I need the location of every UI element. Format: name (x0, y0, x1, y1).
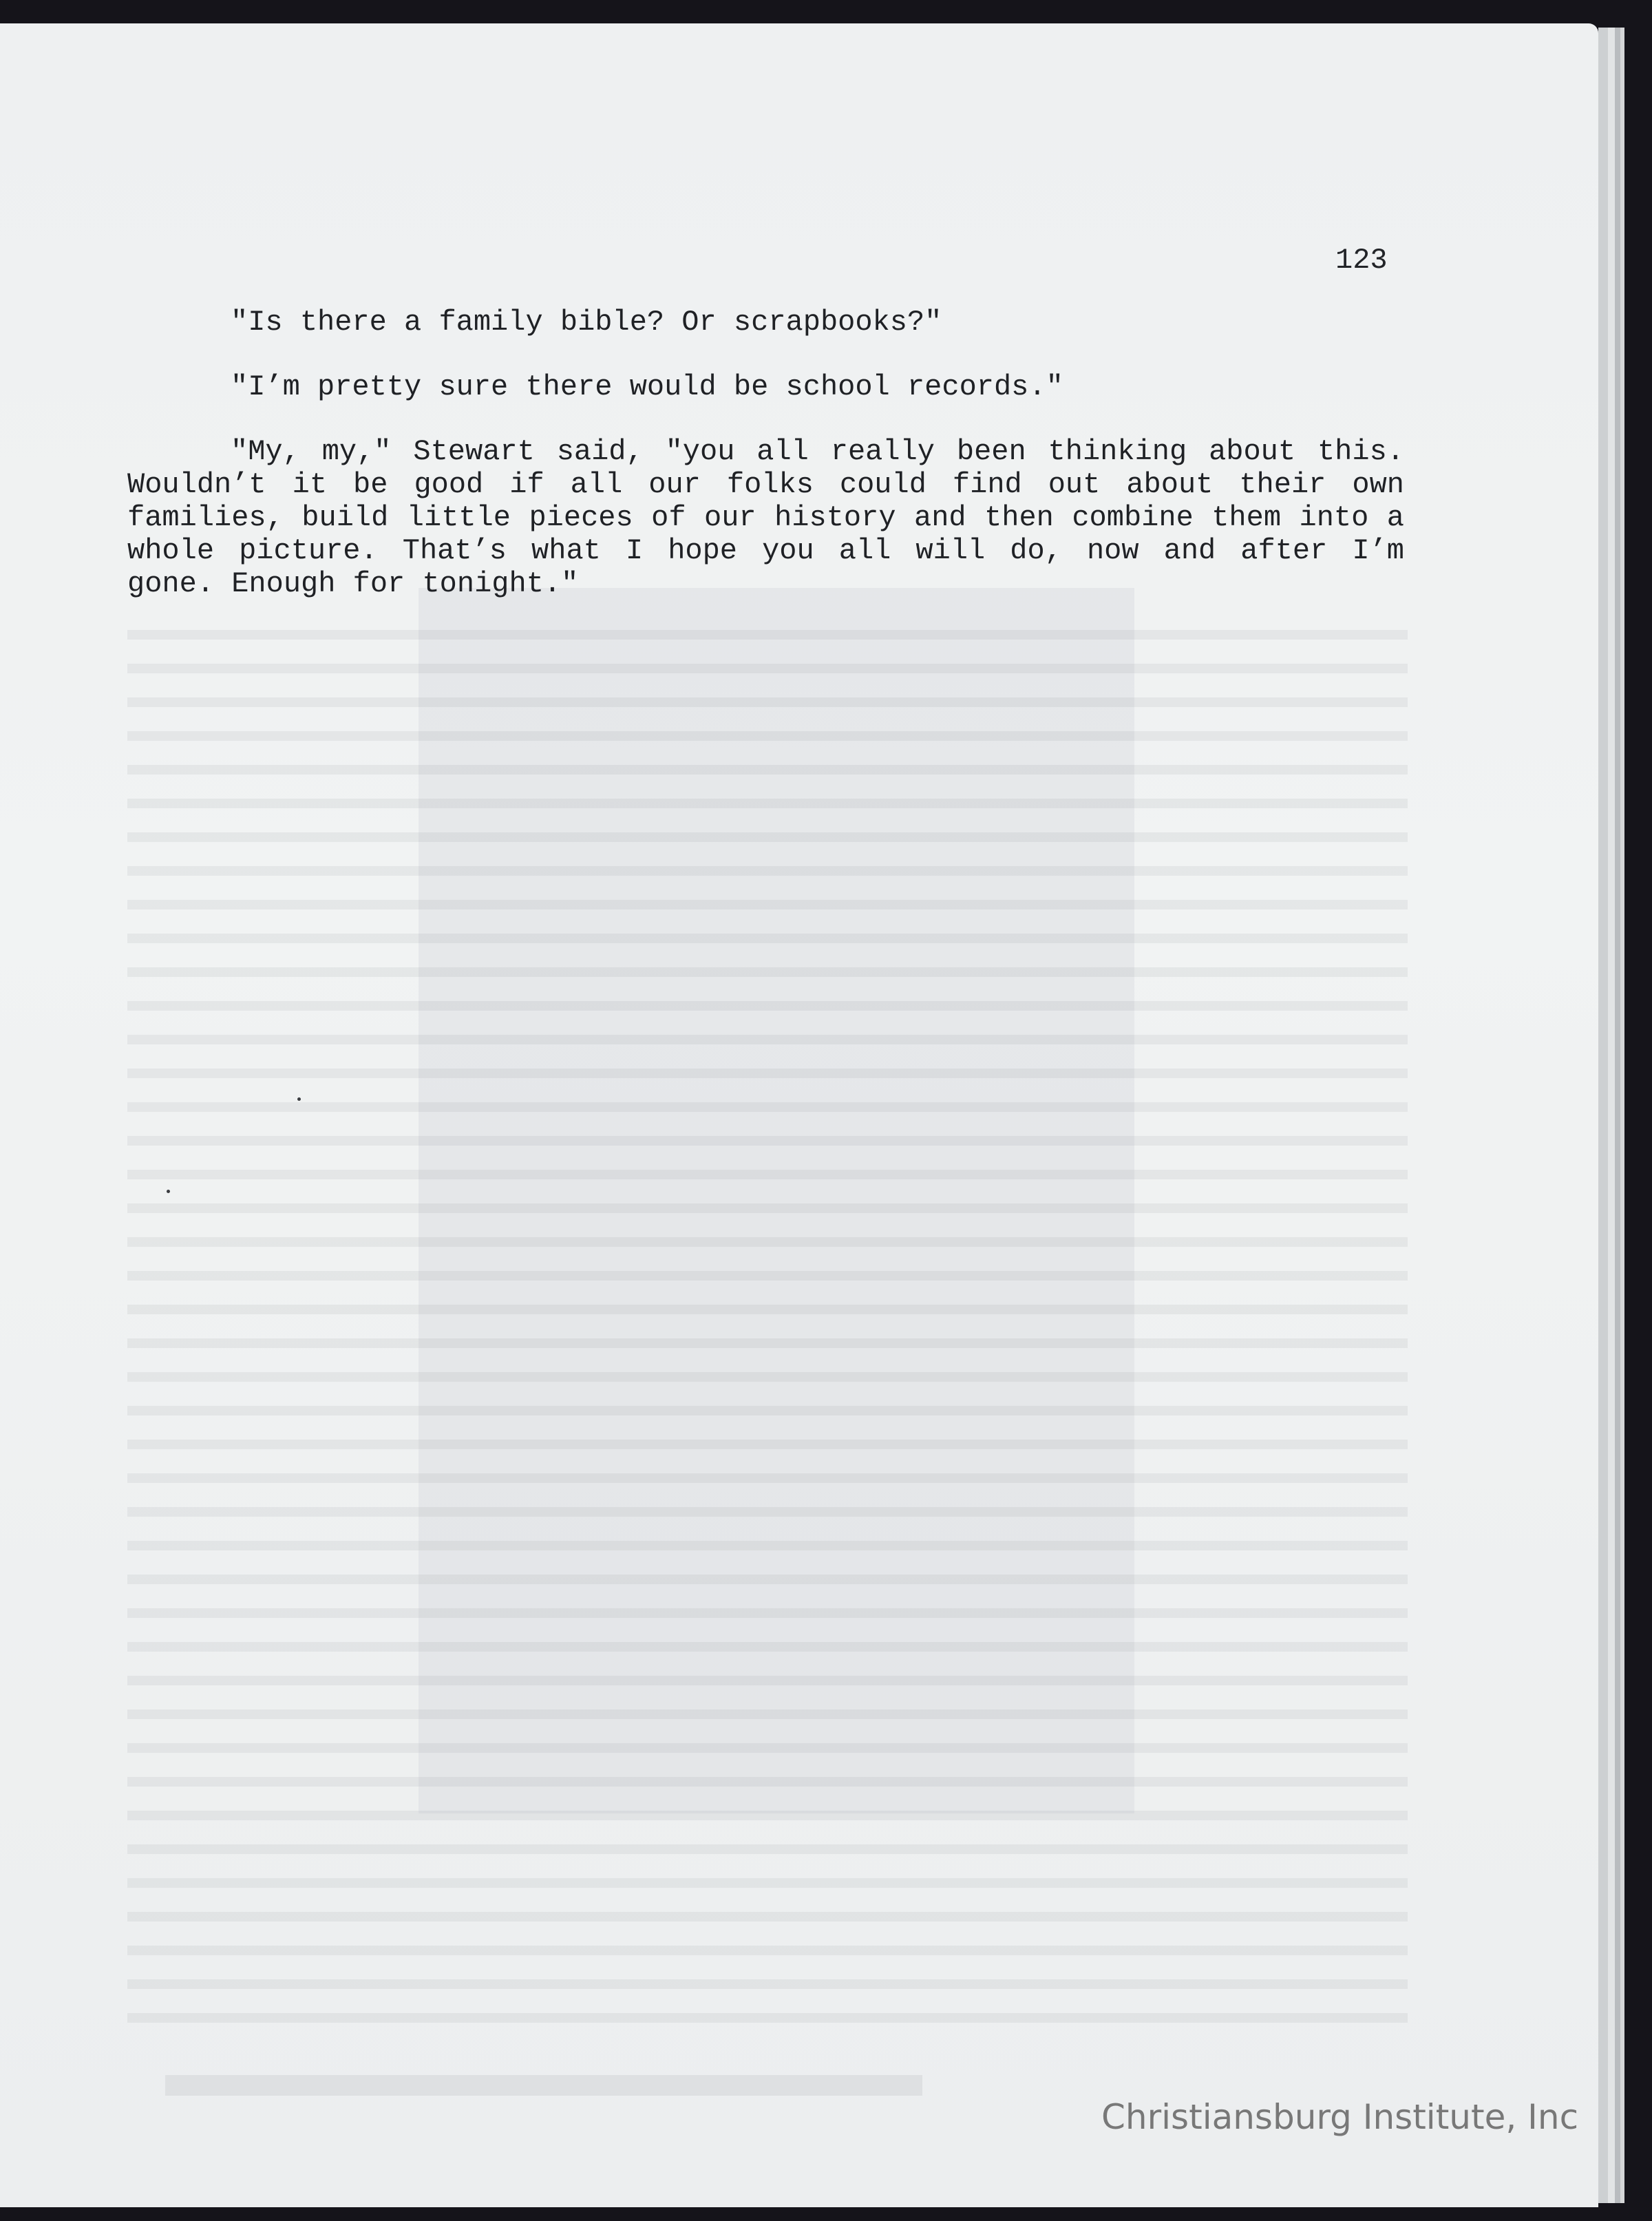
bleed-through-caption (165, 2075, 922, 2096)
bleed-through-text (127, 612, 1408, 2030)
stacked-page-edge (1598, 28, 1608, 2203)
paper-page (0, 23, 1598, 2207)
stacked-page-edge (1615, 28, 1620, 2203)
watermark: Christiansburg Institute, Inc (1101, 2097, 1579, 2137)
body-text (127, 306, 1404, 632)
paper-speck (297, 1097, 301, 1101)
paragraph-3: "My, my," Stewart said, "you all really been thinking about this. Wouldn’t it be good if all our folks could find out about their own families, build little pieces of our history and then combine them into a whole picture. That’s what I hope you all will do, now and after I’m gone. Enough for tonight." (127, 435, 1404, 600)
stacked-page-edge (1608, 28, 1615, 2203)
stacked-page-edge (1620, 28, 1624, 2203)
page-number: 123 (1335, 244, 1388, 277)
paper-speck (167, 1190, 170, 1193)
paragraph-2: "I’m pretty sure there would be school records." (231, 370, 1063, 403)
paragraph-1: "Is there a family bible? Or scrapbooks?" (231, 306, 942, 339)
